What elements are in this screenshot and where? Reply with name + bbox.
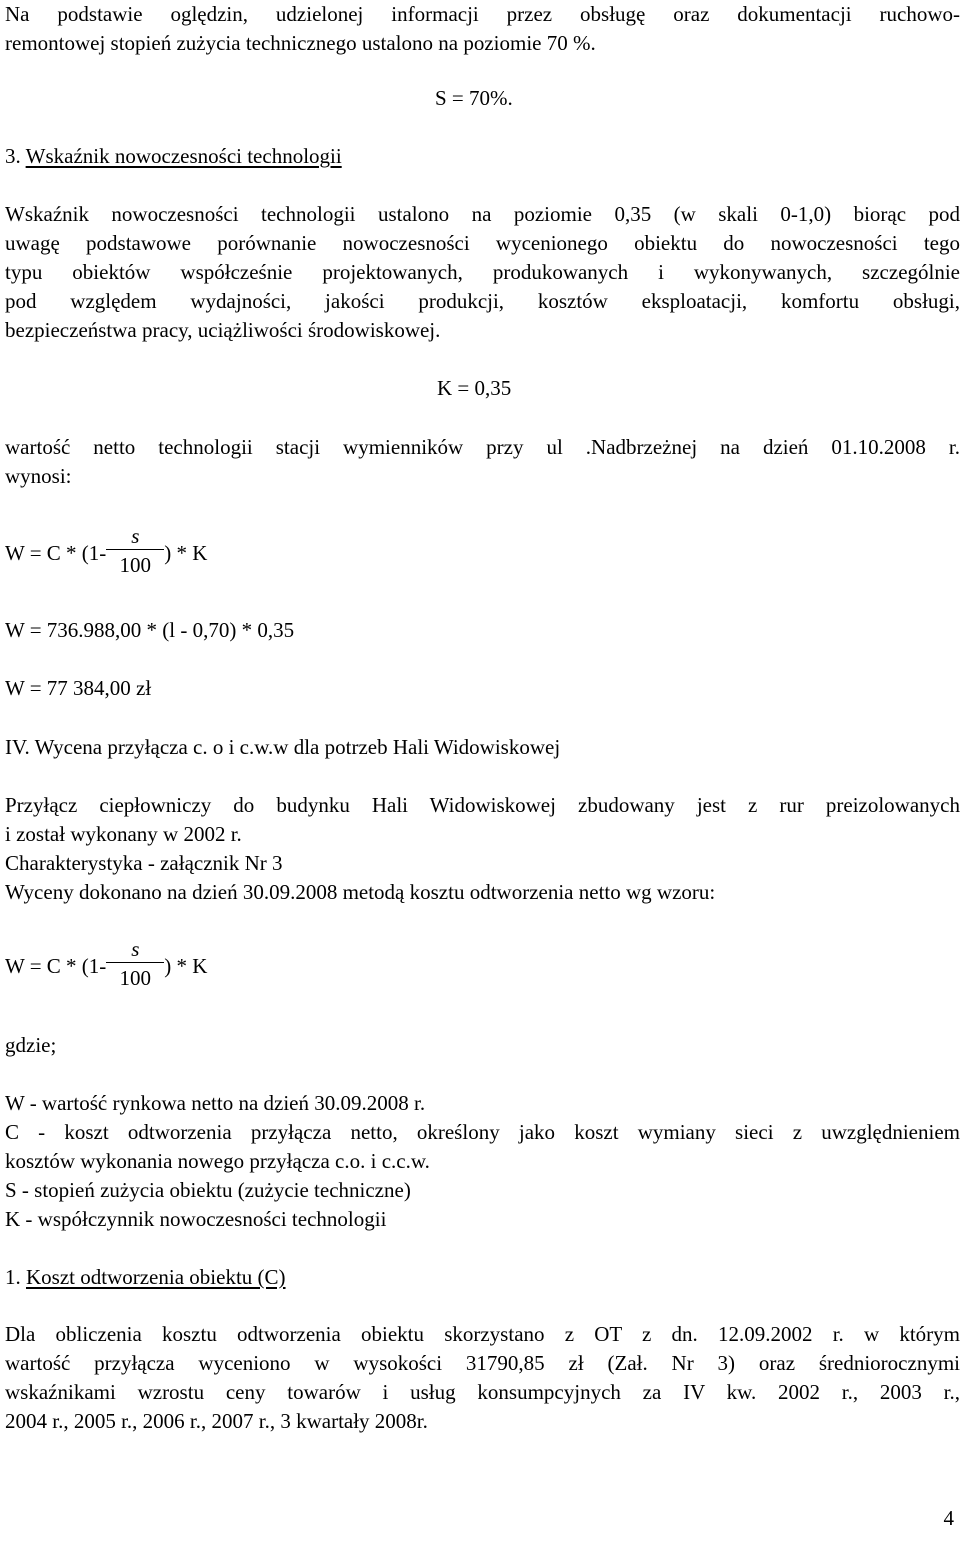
k-paragraph-line-2: uwagę podstawowe porównanie nowoczesności wycenionego obiektu do nowoczesności tego [5,231,960,255]
k-paragraph-line-3: typu obiektów współcześnie projektowanych, produkowanych i wykonywanych, szczególnie [5,260,960,284]
formula-1-prefix: W = C * (1- [5,541,107,565]
section-4-line-3: Charakterystyka - załącznik Nr 3 [5,851,283,875]
subsection-1-number: 1. [5,1265,21,1289]
intro-line-2: remontowej stopień zużycia technicznego ustalono na poziomie 70 %. [5,31,596,55]
calculation-2: W = 77 384,00 zł [5,676,152,700]
net-value-line-1: wartość netto technologii stacji wymienników przy ul .Nadbrzeżnej na dzień 01.10.2008 r. [5,435,960,459]
definition-k: K - współczynnik nowoczesności technologii [5,1207,387,1231]
section-4-line-4: Wyceny dokonano na dzień 30.09.2008 metodą kosztu odtworzenia netto wg wzoru: [5,880,716,904]
section-4-paragraph [5,791,960,907]
net-value-paragraph [5,433,960,491]
section-4-line-1: Przyłącz ciepłowniczy do budynku Hali Widowiskowej zbudowany jest z rur preizolowanych [5,793,960,817]
formula-2-suffix: ) * K [164,954,208,978]
net-value-line-2: wynosi: [5,464,72,488]
gdzie-label: gdzie; [5,1033,57,1057]
s-value: S = 70%. [435,86,513,110]
k-paragraph [5,200,960,345]
intro-paragraph [5,0,960,58]
final-paragraph [5,1320,960,1436]
subsection-1-heading [5,1263,286,1292]
k-paragraph-line-4: pod względem wydajności, jakości produkcji, kosztów eksploatacji, komfortu obsługi, [5,289,960,313]
fraction-bar [106,962,164,963]
final-line-4: 2004 r., 2005 r., 2006 r., 2007 r., 3 kwartały 2008r. [5,1409,428,1433]
definition-w: W - wartość rynkowa netto na dzień 30.09.2008 r. [5,1091,426,1115]
formula-1-fraction [106,524,164,577]
definitions-list [5,1089,960,1234]
k-paragraph-line-1: Wskaźnik nowoczesności technologii ustalono na poziomie 0,35 (w skali 0-1,0) biorąc pod [5,202,960,226]
formula-2-prefix: W = C * (1- [5,954,107,978]
final-line-3: wskaźnikami wzrostu ceny towarów i usług konsumpcyjnych za IV kw. 2002 r., 2003 r., [5,1380,960,1404]
page-number: 4 [943,1506,954,1530]
fraction-bar [106,549,164,550]
definition-c-continued: kosztów wykonania nowego przyłącza c.o. i c.c.w. [5,1149,430,1173]
formula-1 [5,524,208,577]
k-value: K = 0,35 [437,376,512,400]
section-4-heading: IV. Wycena przyłącza c. o i c.w.w dla potrzeb Hali Widowiskowej [5,735,561,759]
formula-2 [5,937,208,990]
formula-2-fraction [106,937,164,990]
subsection-1-title: Koszt odtworzenia obiektu (C) [26,1265,286,1289]
calculation-1: W = 736.988,00 * (l - 0,70) * 0,35 [5,618,295,642]
formula-2-denominator: 100 [119,966,152,990]
formula-1-suffix: ) * K [164,541,208,565]
section-3-title: Wskaźnik nowoczesności technologii [25,144,342,168]
section-4-line-2: i został wykonany w 2002 r. [5,822,242,846]
intro-line-1: Na podstawie oględzin, udzielonej informacji przez obsługę oraz dokumentacji ruchowo- [5,2,960,26]
formula-1-numerator: s [131,524,140,548]
final-line-2: wartość przyłącza wyceniono w wysokości 31790,85 zł (Zał. Nr 3) oraz średniorocznymi [5,1351,960,1375]
definition-c: C - koszt odtworzenia przyłącza netto, określony jako koszt wymiany sieci z uwzględnieniem [5,1120,960,1144]
k-paragraph-line-5: bezpieczeństwa pracy, uciążliwości środowiskowej. [5,318,441,342]
final-line-1: Dla obliczenia kosztu odtworzenia obiektu skorzystano z OT z dn. 12.09.2002 r. w którym [5,1322,960,1346]
definition-s: S - stopień zużycia obiektu (zużycie techniczne) [5,1178,411,1202]
formula-2-numerator: s [131,937,140,961]
formula-1-denominator: 100 [119,553,152,577]
section-3-heading [5,142,342,171]
section-3-number: 3. [5,144,21,168]
